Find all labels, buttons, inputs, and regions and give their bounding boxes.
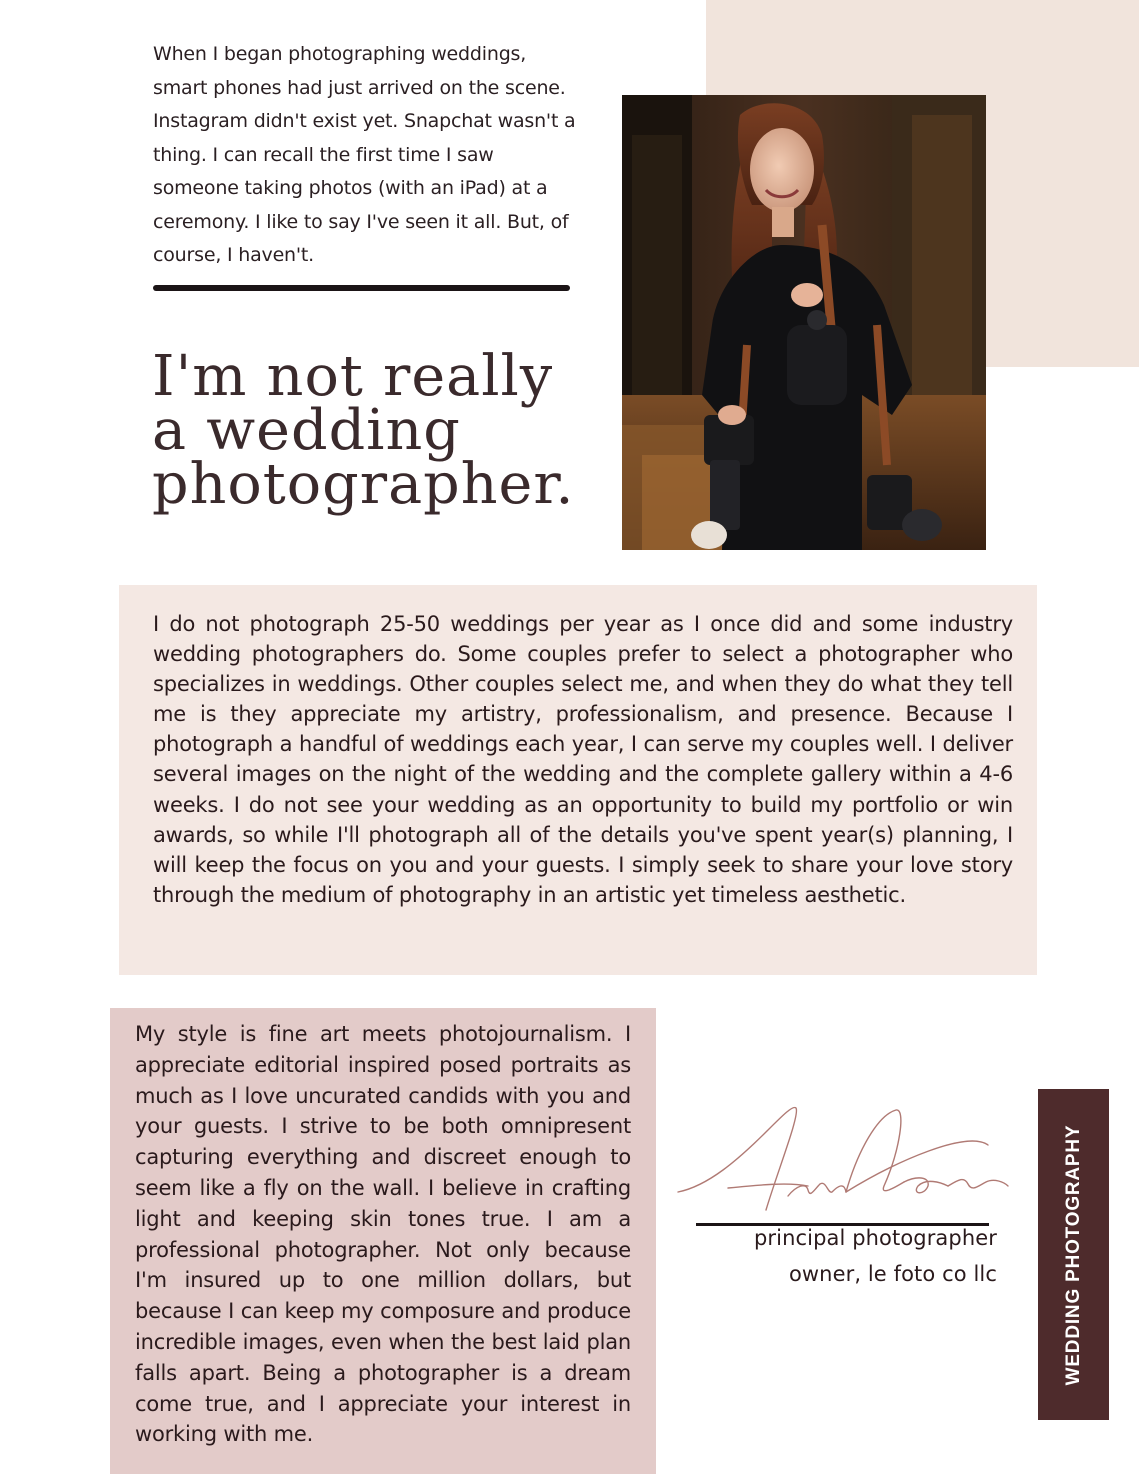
middle-paragraph: I do not photograph 25-50 weddings per year as I once did and some industry wedding photographers do. Some couples prefer to select a photographer who specializes in weddings. Other couples select me, and when they do what they tell me is they appreciate my artistry, professionalism, and presence. Because I photograph a handful of weddings each year, I can serve my couples well. I deliver several images on the night of the wedding and the complete gallery within a 4-6 weeks. I do not see your wedding as an opportunity to build my portfolio or win awards, so while I'll photograph all of the details you've spent year(s) planning, I will keep the focus on you and your guests. I simply seek to share your love story through the medium of photography in an artistic yet timeless aesthetic.: [153, 612, 1013, 907]
divider-line: [153, 285, 570, 291]
side-tab: [1038, 1089, 1109, 1420]
style-paragraph: My style is fine art meets photojournalism. I appreciate editorial inspired posed portraits as much as I love uncurated candids with you and your guests. I strive to be both omnipresent capturing everything and discreet enough to seem like a fly on the wall. I believe in crafting light and keeping skin tones true. I am a professional photographer. Not only because I'm insured up to one million dollars, but because I can keep my composure and produce incredible images, even when the best laid plan falls apart. Being a photographer is a dream come true, and I appreciate your interest in working with me.: [135, 1022, 631, 1447]
signature-script: [668, 1090, 1018, 1230]
side-tab-label: WEDDING PHOTOGRAPHY: [1062, 1124, 1084, 1385]
headline: [152, 344, 591, 517]
signature-owner: owner, le foto co llc: [788, 1262, 997, 1286]
photographer-portrait: [622, 95, 986, 550]
headline-line-3: photographer.: [152, 452, 575, 517]
headline-line-1: I'm not really: [152, 344, 554, 409]
signature-title: principal photographer: [754, 1226, 997, 1250]
portrait-illustration: [622, 95, 986, 550]
headline-line-2: a wedding: [152, 398, 461, 463]
intro-paragraph: When I began photographing weddings, smart phones had just arrived on the scene. Instagram didn't exist yet. Snapchat wasn't a thing. I can recall the first time I saw someone taking photos (with an iPad) at a ceremony. I like to say I've seen it all. But, of course, I haven't.: [153, 43, 576, 266]
signature-amber: [668, 1090, 1018, 1230]
